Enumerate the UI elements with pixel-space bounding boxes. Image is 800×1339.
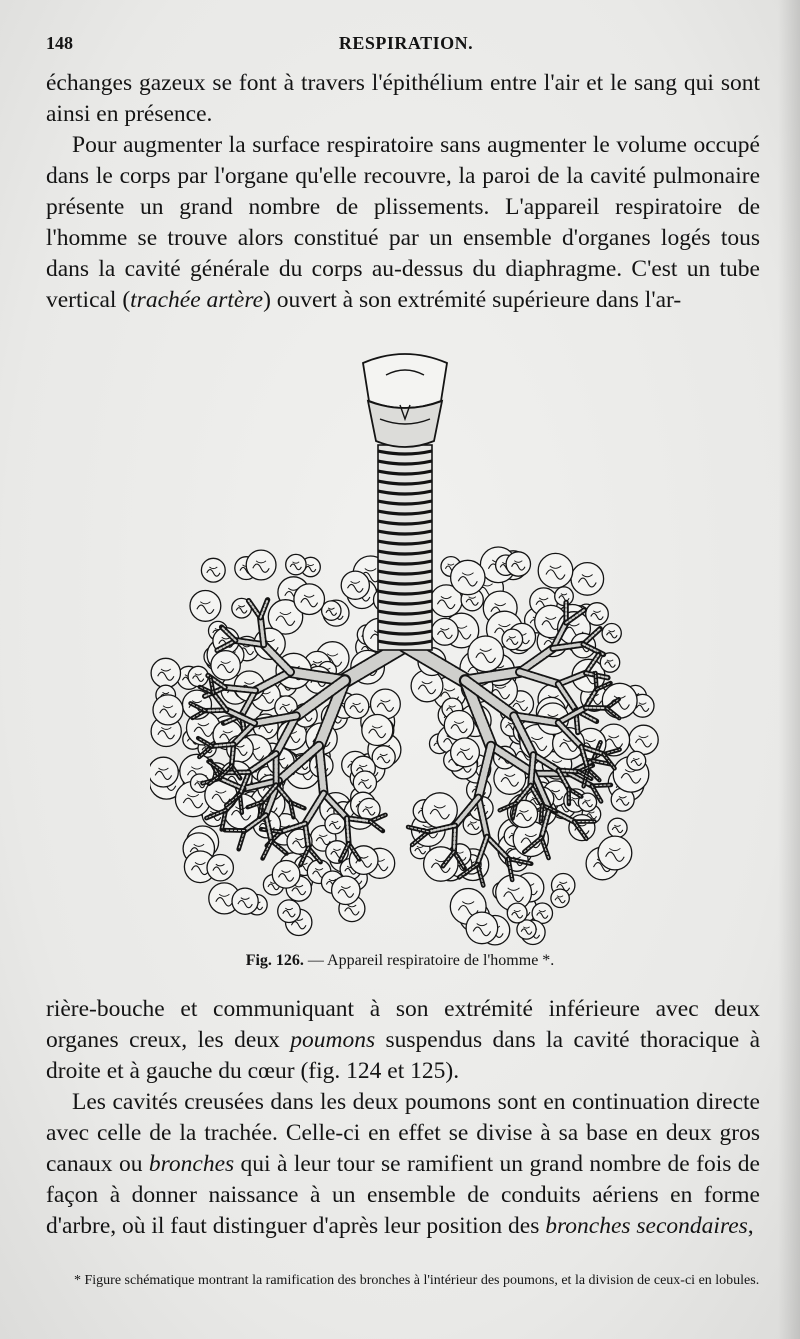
bronchus-branch	[596, 673, 597, 689]
paragraph-3	[46, 994, 760, 1087]
lobule-icon	[506, 552, 530, 576]
term-trachee-artere: trachée artère	[130, 287, 264, 313]
lobule-icon	[602, 624, 621, 643]
lobule-icon	[211, 651, 240, 680]
lobule-icon	[362, 715, 393, 746]
paragraph-3-part-b: suspendus dans la cavité thoracique à droite et à gauche du cœur (fig. 124 et 125).	[46, 1027, 760, 1084]
lobule-icon	[150, 757, 178, 787]
bronchus-branch	[347, 818, 370, 821]
bronchus-branch	[454, 826, 455, 852]
figure-caption	[0, 952, 800, 970]
lobule-icon	[188, 666, 208, 686]
bronchus-branch	[319, 746, 324, 794]
bronchus-branch	[592, 785, 611, 786]
paragraph-2	[46, 130, 760, 316]
lobule-icon	[190, 591, 221, 622]
page-header	[46, 33, 766, 59]
lobule-icon	[286, 554, 306, 574]
bronchus-branch	[290, 802, 293, 817]
lobule-icon	[294, 584, 325, 615]
lobule-icon	[353, 771, 376, 794]
lobule-icon	[629, 725, 658, 754]
lobule-icon	[246, 550, 276, 580]
paragraph-4	[46, 1087, 760, 1242]
lobule-icon	[232, 888, 258, 914]
term-poumons: poumons	[290, 1027, 376, 1053]
bottom-text-block	[46, 994, 760, 1242]
lobule-icon	[608, 818, 627, 837]
term-bronches: bronches	[148, 1151, 235, 1177]
bronchus-branch	[370, 821, 383, 831]
footnote: * Figure schématique montrant la ramification des bronches à l'intérieur des poumons, et la division de ceux-ci en lobules.	[74, 1273, 760, 1288]
lobule-icon	[468, 636, 504, 672]
bronchus-branch	[240, 794, 242, 812]
bronchus-branch	[541, 805, 542, 821]
paragraph-4-part-a: Les cavités creusées dans les deux poumons sont en continuation directe avec celle de la trachée. Celle-ci en effet se divise à sa base en deux gros canaux ou	[46, 1089, 760, 1177]
lobule-icon	[372, 746, 395, 769]
bronchus-branch	[531, 755, 534, 786]
lobule-icon	[466, 912, 498, 944]
bronchus-branch	[553, 644, 583, 648]
paragraph-2-part-a: Pour augmenter la surface respiratoire sans augmenter le volume occupé dans le corps par l'organe qu'elle recouvre, la paroi de la cavité pulmonaire présente un grand nombre de plissements. L'appareil respiratoire de l'homme se trouve alors constitué par un ensemble d'organes logés tous dans la cavité générale du corps au-dessus du diaphragme. C'est un tube vertical (	[46, 132, 760, 313]
lobule-icon	[341, 571, 369, 599]
bronchus-branch	[236, 641, 264, 645]
trachea	[378, 445, 432, 650]
bronchus-branch	[232, 744, 234, 766]
bronchus-branch	[305, 824, 308, 848]
lobule-icon	[571, 563, 604, 596]
larynx	[363, 354, 447, 447]
lobule-icon	[322, 601, 341, 620]
lobule-icon	[153, 695, 183, 725]
top-text-block	[46, 68, 760, 316]
lobule-icon	[278, 900, 301, 923]
lobule-icon	[344, 694, 368, 718]
lobule-icon	[538, 553, 573, 588]
bronchus-branch	[225, 687, 255, 690]
lobule-icon	[507, 903, 527, 923]
lungs-figure-svg	[150, 345, 660, 950]
lobule-icon	[502, 629, 523, 650]
page-number: 148	[46, 33, 73, 53]
paragraph-4-part-b: qui à leur tour se ramifient un grand nombre de fois de façon à donner naissance à un ensemble de conduits aériens en forme d'arbre, où il faut distinguer d'après leur position des	[46, 1151, 760, 1239]
paragraph-1: échanges gazeux se font à travers l'épithélium entre l'air et le sang qui sont ainsi en présence.	[46, 70, 760, 127]
lung-illustration	[150, 345, 660, 950]
page-edge-shadow	[778, 0, 800, 1339]
bronchus-branch	[347, 818, 349, 843]
bronchus-branch	[210, 677, 213, 693]
bronchus-branch	[520, 672, 559, 684]
lobule-icon	[586, 603, 609, 626]
lobule-icon	[598, 836, 632, 870]
figure-caption-text: — Appareil respiratoire de l'homme *.	[303, 952, 555, 969]
figure-label: Fig. 126.	[245, 952, 304, 969]
running-title: RESPIRATION.	[338, 33, 474, 53]
lobule-icon	[627, 751, 646, 770]
lobule-icon	[444, 711, 474, 741]
bronchus-branch	[239, 831, 245, 850]
lobule-icon	[451, 560, 485, 594]
lobule-icon	[272, 861, 300, 889]
lobule-icon	[207, 855, 233, 881]
lobule-icon	[151, 658, 180, 687]
lobule-icon	[201, 558, 225, 582]
bronchus-branch	[261, 600, 268, 618]
bronchus-branch	[261, 618, 264, 645]
lobule-icon	[332, 876, 360, 904]
paragraph-3-part-a: rière-bouche et communiquant à son extrémité inférieure avec deux organes creux, les deux	[46, 996, 760, 1053]
lobule-icon	[431, 618, 458, 645]
lobule-icon	[551, 889, 569, 907]
paragraph-4-part-c: ,	[747, 1213, 754, 1239]
bronchus-branch	[212, 744, 234, 746]
lobule-icon	[451, 738, 480, 767]
term-bronches-secondaires: bronches secondaires	[545, 1213, 748, 1239]
lobule-icon	[422, 793, 457, 828]
paragraph-2-part-b: ) ouvert à son extrémité supérieure dans l'ar-	[263, 287, 682, 313]
